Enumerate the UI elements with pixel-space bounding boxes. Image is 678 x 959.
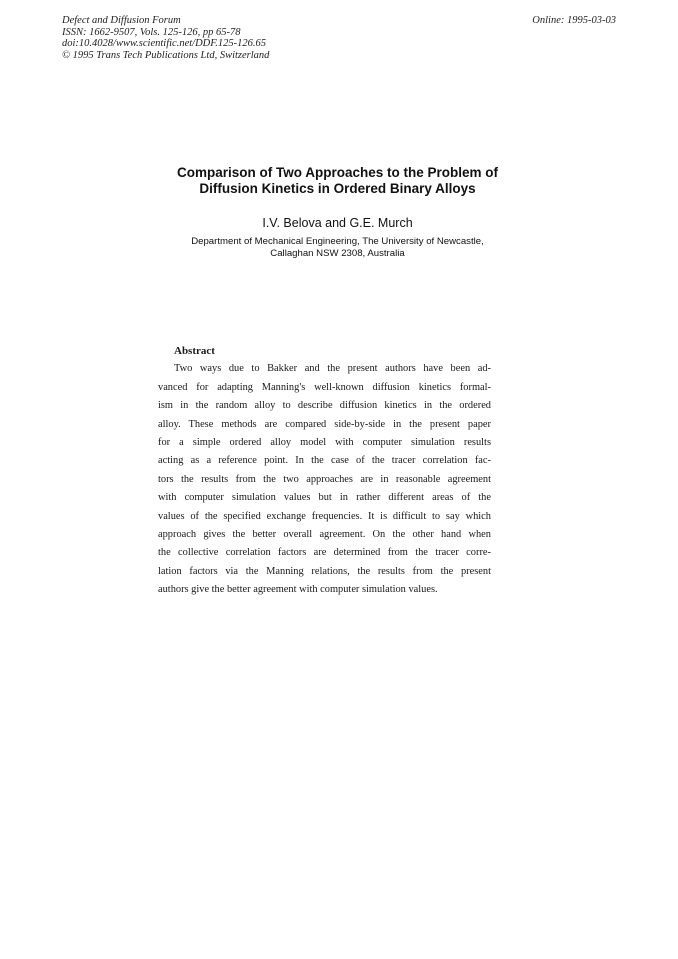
paper-title xyxy=(140,165,535,197)
authors: I.V. Belova and G.E. Murch xyxy=(262,216,413,230)
abstract-heading: Abstract xyxy=(174,345,215,357)
copyright-line: © 1995 Trans Tech Publications Ltd, Switzerland xyxy=(62,49,270,61)
abstract-line: alloy. These methods are compared side-by-side in the present paper xyxy=(158,418,491,430)
doi-line: doi:10.4028/www.scientific.net/DDF.125-126.65 xyxy=(62,38,267,49)
affiliation-line: Department of Mechanical Engineering, The University of Newcastle, xyxy=(191,236,484,247)
abstract-line: values of the specified exchange frequencies. It is difficult to say which xyxy=(158,510,491,522)
abstract-line: authors give the better agreement with computer simulation values. xyxy=(158,584,438,596)
abstract-line: with computer simulation values but in rather different areas of the xyxy=(158,492,491,504)
affiliation xyxy=(140,236,535,259)
abstract-section xyxy=(158,342,491,600)
title-line: Comparison of Two Approaches to the Problem of xyxy=(176,165,498,180)
abstract-line: the collective correlation factors are determined from the tracer corre- xyxy=(158,547,491,559)
abstract-line: approach gives the better overall agreement. On the other hand when xyxy=(158,529,491,541)
title-line: Diffusion Kinetics in Ordered Binary Alloys xyxy=(199,181,476,196)
abstract-line: vanced for adapting Manning's well-known diffusion kinetics formal- xyxy=(158,381,491,393)
affiliation-line: Callaghan NSW 2308, Australia xyxy=(270,247,405,259)
abstract-line: lation factors via the Manning relations, the results from the present xyxy=(158,565,491,577)
issn-line: ISSN: 1662-9507, Vols. 125-126, pp 65-78 xyxy=(62,26,241,38)
abstract-line: Two ways due to Bakker and the present authors have been ad- xyxy=(174,363,491,375)
online-date: Online: 1995-03-03 xyxy=(532,15,616,26)
abstract-line: acting as a reference point. In the case of the tracer correlation fac- xyxy=(158,455,491,467)
abstract-line: ism in the random alloy to describe diffusion kinetics in the ordered xyxy=(158,400,491,412)
abstract-line: for a simple ordered alloy model with computer simulation results xyxy=(158,437,491,449)
title-block xyxy=(140,165,535,259)
abstract-body xyxy=(158,360,491,599)
journal-name: Defect and Diffusion Forum xyxy=(62,15,181,26)
journal-header xyxy=(62,15,269,61)
abstract-line: tors the results from the two approaches are in reasonable agreement xyxy=(158,473,491,485)
